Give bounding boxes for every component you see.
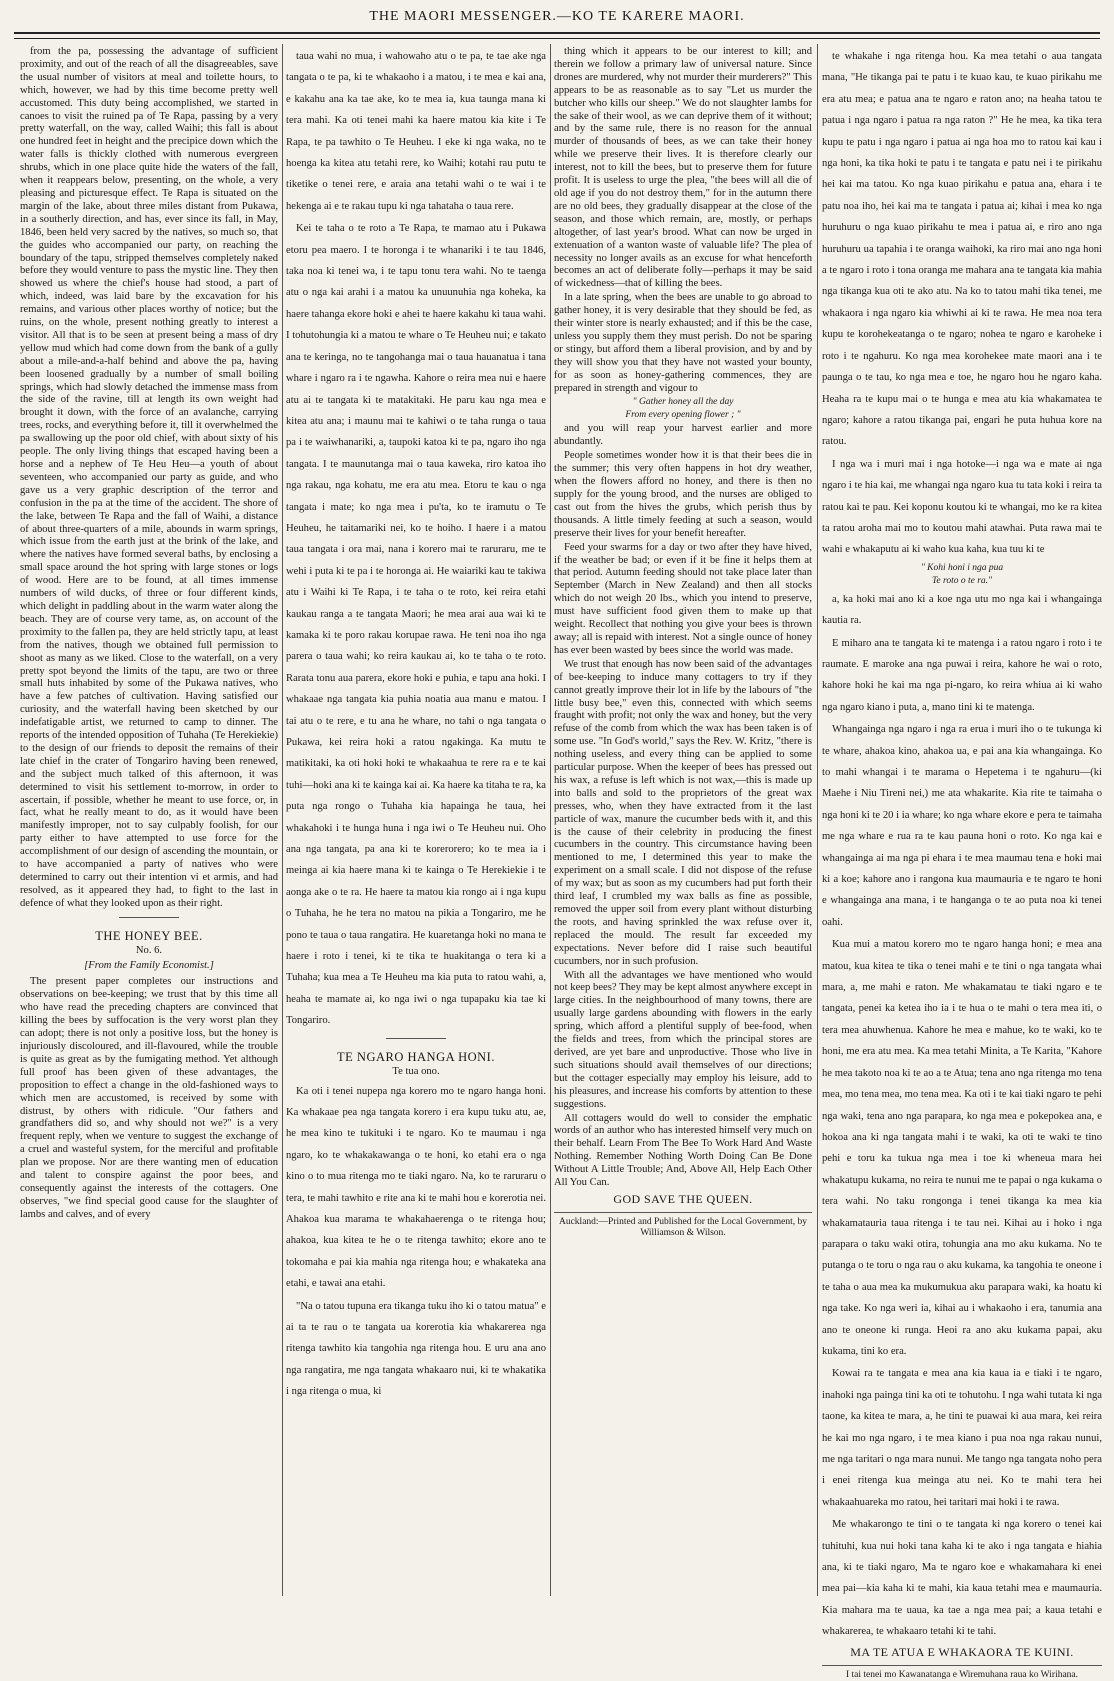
honey-bee-number: No. 6.: [135, 944, 163, 956]
masthead: [14, 8, 1100, 40]
article-paragraph: The present paper completes our instructions and observations on bee-keeping; we trust that by this time all who have read the preceding chapters are convinced that killing the bees by suffocation is the very worst plan they can adopt; there is not only a positive loss, but the honey is injuriously discoloured, and ill-flavoured, while the trouble is quite as great as by the fumigating method. Yet although full proof has been given of these advantages, the proposition to effect a change in the old-fashioned ways to which men are accustomed, is received by some with distrust, by others with ridicule. "Our fathers and grandfathers did so, and why should not we?" is a very frequent reply, when we venture to suggest the exchange of a cruel and wasteful system, for the merciful and profitable plan we propose. Nor are there wanting men of education and talent to conspire against the poor bees, and consequently against the interests of the cottagers. One observes, "we find special good cause for the slaughter of lambs and calves, and of every: [20, 976, 278, 1220]
imprint: I tai tenei mo Kawanatanga e Wiremuhana raua ko Wirihana.: [822, 1665, 1102, 1681]
column-divider: [282, 44, 283, 1596]
article-paragraph: Kei te taha o te roto a Te Rapa, te mamao atu i Pukawa etoru pea maero. I te horonga i te whanariki i te tau 1846, taka noa ki tenei wa, i te tapu tonu tera wahi. No te taenga atu o nga kai arahi i a matou ka unuunuhia nga koheka, ka haere tahanga ekore hoki e ahei te haere kakahu ki taua wahi. I tohutohungia ki a matou te whare o Te Heuheu nui; e takato ana te keringa, no te tangohanga mai o taua hauanatua i tana whare i ngaro ra i te ngawha. Kahore o reira mea nui e haere atu ai te tangata ki te matakitaki. He paru kau nga mea e kitea atu ana; i maunu mai te kahiwi o te taha runga o taua pa i te waiwhanariki, a, taupoki katoa ki te pa, ngaro iho nga tangata. I te maunutanga mai o taua kaweka, riro katoa iho nga rakau, nga kohatu, me era atu mea. Etoru te kau o nga tangata i mate; ko nga mea i pu'ta, ko te iramutu o Te Heuheu, he taitamariki nei, ko te hoiho. I haere i a matou taua tangata i ora mai, nana i korero mai te raruraru, me te wehi i puta ki te pa i te horonga ai. He waiariki kau te takiwa atu i Waihi ki Te Rapa, i te taha o te roto, kei reira etahi kaukau ranga a te tangata Maori; he mea arai aua wai ki te kamaka ki te poro rakau korupae rawa. He teni noa iho nga parera o taua wahi; ko reira kaukau ai, ko te taha o te roto. Rarata tonu aua parera, ekore hoki e puhia, e tapu ana hoki. I whakaae nga tangata kia puhia noatia aua manu e matou. I tai atu o te rere, e tu ana he whare, no tahi o nga tangata o Pukawa, kei reira hoki a ratou ngakinga. Ka mutu te matikitaki, ka oti hoki hoki te whakaahua te rere ra e te kai tuhi—hoki ana ki te kainga kai ai. Ka haere ka titaha te ra, ka puta nga rongo o Tuhaha kia hapainga he taua, hei whakahoki i te hunga huna i nga iwi o Te Heuheu nui. Oho ana nga tangata, pa ana ki te korerorero; ko te mea ia i meinga ai kia haere mana ki te kainga o Te Herekiekie i te aonga ake o te ra. He haere ta matou kia rongo ai i nga kupu o Tuhaha, he he tera no matou na pikia a Tongariro, me he pono te taua o taua rangatira. He kuaretanga hoki no mana te haere i roto i tenei, ki te tika te huakitanga o tera ki a Tuhaha; kua mea a Te Heuheu ma kia puta to ratou wahi, a, heaha te mamate ai, ko nga iwi o nga tupapaku kia tae ki Tongariro.: [286, 223, 547, 1027]
column-divider: [817, 44, 818, 1596]
closing-line: MA TE ATUA E WHAKAORA TE KUINI.: [850, 1644, 1074, 1659]
article-paragraph: "Na o tatou tupuna era tikanga tuku iho ki o tatou matua" e ai ta te rau o te tangata ua korerotia kia whakarerea nga ritenga tawhito kia tangohia nga ritenga hou. E uru ana ano nga rangatira, me nga tangata whakaaro nui, ki te whakatika i nga ritenga o mua, ki: [286, 1300, 546, 1398]
article-paragraph: thing which it appears to be our interest to kill; and therein we follow a primary law of universal nature. Since drones are murdered, why not murder their murderers?" This appears to be as reasonable as to say "Let us murder the butcher who kills our sheep." We do not slaughter lambs for the sake of their wool, as we can deprive them of it without; and by the same rule, there is no reason for the annual murder of thousands of bees, as we can take their honey while we preserve their lives. It is therefore clearly our interest, not to kill the bees, but to preserve them for future profit. It is useless to urge the plea, "the bees will all die of old age if you do not destroy them," for in the autumn there are no old bees, they gradually disappear at the close of the season, and those which remain, are, mostly, or perhaps altogether, of last year's brood. What can now be urged in extenuation of a wanton waste of valuable life? The plea of necessity no longer avails as an excuse for what henceforth becomes an act of deliberate folly—perhaps it may be said of wickedness—that of killing the bees.: [554, 46, 813, 290]
article-paragraph: Whangainga nga ngaro i nga ra erua i muri iho o te tukunga ki te whare, ahakoa kino, ahakoa ua, e pai ana kia whangainga. Ko to mahi whangai i te marama o Hepetema i te ngahuru—(ki Maehe i Niu Tireni nei,) me ata whakarite. Kia rite te taimaha o nga honi ki te 20 i ia whare; ko nga whare ekore e pera te taimaha me nga whare e rua ra te kau pauna honi o roto. Ko nga kai e whangainga ai ma nga pi ehara i te mea maumau tena e hoki mai ki a koe; kahore ano i rangona kua maumauria e te ngaro te honi e whangainga ana mana, i te hanganga o te ao puta noa ki tenei oahi.: [822, 724, 1102, 928]
masthead-title: THE MAORI MESSENGER.—KO TE KARERE MAORI.: [369, 9, 745, 24]
article-paragraph: Me whakarongo te tini o te tangata ki nga korero o tenei kai tuhituhi, kua nui hoki tana kaha ki te ako i nga tangata e hiahia ana, ki te tiaki ngaro, Ma te ngaro koe e whakamahara ki enei mea pai—kia kaha ki te mahi, kia kaua tetahi mea e maumauria. Kia mahara ma te uaua, ka tae a nga mea pai; a kaua tetahi e whakarerea, te whakaaro tetahi ki te tahi.: [822, 1519, 1102, 1638]
column-3: [554, 46, 812, 1594]
column-1: [20, 46, 278, 1594]
column-divider: [550, 44, 551, 1596]
article-paragraph: a, ka hoki mai ano ki a koe nga utu mo nga kai i whangainga kautia ra.: [822, 593, 1102, 627]
imprint: Auckland:—Printed and Published for the Local Government, by Williamson & Wilson.: [554, 1212, 812, 1240]
article-paragraph: People sometimes wonder how it is that their bees die in the summer; this very often happens in hot dry weather, when the flowers afford no honey, and there is then no supply for the young brood, and the nurses are obliged to cast out from the hives the grubs, which perish thus by thousands. A little timely feeding at such a season, would preserve their lives for your benefit hereafter.: [554, 450, 812, 539]
honey-bee-title: THE HONEY BEE.: [95, 928, 203, 943]
article-paragraph: All cottagers would do well to consider the emphatic words of an author who has interested himself very much on their behalf. Learn From The Bee To Work Hard And Waste Nothing. Remember Nothing Worth Doing Can Be Done Without A Little Trouble; And, Above All, Help Each Other All You Can.: [554, 1112, 812, 1189]
article-paragraph: taua wahi no mua, i wahowaho atu o te pa, te tae ake nga tangata o te pa, ki te whakaoho i a matou, i te mea e kai ana, e kakahu ana ka tae ake, ko te mea ia, kua taunga mana ki tera mahi. Ka oti tenei mahi ka haere matou kia kite i Te Rapa, te pa tawhito o Te Heuheu. I eke ki nga waka, no te hoenga ka kitea atu tetahi rere, ko Waihi; kotahi rau putu te tiketike o tenei rere, e araia ana tetahi wahi o te wai i te hekenga ai e te rakau tupu ki nga tahataha o taua rere.: [286, 51, 546, 212]
article-paragraph: te whakahe i nga ritenga hou. Ka mea tetahi o aua tangata mana, "He tikanga pai te patu i te kuao kau, te kuao pirikahu me era atu mea; e patua ana te ngaro e raton ano; na heaha tatou te patua i nga ngaro i patua ra nga raton ?" He he mea, ka tika tera kupu te patu i nga ngaro i patua ai nga hoa mo to ratou kai kau i nga honi, ka tika hoki te patu i te tangata e patu nei i te pirikahu hei kai ma tatou. Ko nga kuao pirikahu e patua ana, ehara i te patu noa iho, hei kai ma te tangata i patua ai; kihai i mea ko nga huruhuru o nga kuao pirikahu te mea i patua ai, e riro ano nga huruhuru ua tapahia i te oranga waihoki, ka riro mai ano nga honi a te ngaro i roto i tona oranga me mahara ana te tangata kia mahia nga tikanga kua oti te ako atu. Na ko to tatou mahi tika tenei, me whakaora i nga ngaro kia whiwhi ai ki te rawa. He mea noa tera kupu te korohekeatanga o te ngaro; nohea te ngaro e karoheke i roto i te ngahuru. Ko nga mea korohekee mate maori ana i te paunga o te tau, ko nga mea e toe, he ngaro hou he ngaro kaha. Heaha ra te kupu mai o te hunga e mea atu kia whakamatea te ngaro; kahore a ratou tikanga pai, engari he puta huhua kore na ratou.: [822, 51, 1102, 448]
verse-line: " Kohi honi i nga pua: [920, 562, 1004, 573]
verse-line: From every opening flower ; ": [625, 410, 741, 421]
article-paragraph: Feed your swarms for a day or two after they have hived, if the weather be bad; or even if it be fine it helps them at that period. Autumn feeding should not take place later than September (March in New Zealand) and then all stocks which do not weigh 20 lbs., which you intend to preserve, must have sufficient food given them to make up that weight. Recollect that nothing you give your bees is thrown away; all is repaid with interest. Not a single ounce of honey has ever been wasted by bees since the world was made.: [554, 541, 812, 656]
article-paragraph: and you will reap your harvest earlier and more abundantly.: [554, 423, 812, 448]
article-paragraph: I nga wa i muri mai i nga hotoke—i nga wa e mate ai nga ngaro i te hia kai, me whangai nga ngaro kua tu tata koki i reira ta ratou kai te pau. Kei koponu koutou ki te whangai, mo ke ra kitea ta ratou aroha mai mo to koutou mahi atawhai. Puta rawa mai te wahi e whakaputu ai ki waho kua kaha, kua tuu ki te: [822, 458, 1102, 556]
ngaro-title: TE NGARO HANGA HONI.: [337, 1049, 495, 1064]
article-paragraph: from the pa, possessing the advantage of sufficient proximity, and out of the reach of all the disagreeables, save the usual number of visitors at meal and toilette hours, to which, however, we had by this time become pretty well accustomed. This duty being accomplished, we started in canoes to visit the ruined pa of Te Rapa, passing by a very pretty waterfall, on the way, called Waihi; this fall is about one hundred feet in height and the precipice down which the water falls is thickly clothed with numerous evergreen shrubs, which in one place quite hide the waters of the fall, when it reappears below, presenting, on the whole, a very pleasing and picturesque effect. Te Rapa is situated on the margin of the lake, about three miles distant from Pukawa, in a southerly direction, and has, ever since its fall, in May, 1846, been held very sacred by the natives, so much so, that the guides who accompanied our party, on reaching the boundary of the tapu, stripped themselves completely naked before they would venture to pass the mystic line. They then showed us where the chief's house had stood, a part of which, indeed, was laid bare by the excavation for his remains, and various other places worthy of notice; but the ruins, on the whole, present nothing greatly to interest a visitor. All that is to be seen at present being a mass of dry yellow mud which had come down from the bank of a gully about a mile-and-a-half behind and above the pa, having been loosened gradually by a number of small boiling springs, which had slowly detached the immense mass from the side of the ravine, till at length its own weight had brought it down, with the force of an avalanche, carrying trees, rocks, and everything before it, till it overwhelmed the pa swallowing up the poor old chief, with about sixty of his people. The only living things that escaped having been a horse and a nephew of Te Heu Heu—a youth of about seventeen, who accompanied our party as guide, and who gave us a very graphic description of the terror and confusion in the pa at the time of the accident. The shore of the lake, between Te Rapa and the fall of Waihi, a distance of about three-quarters of a mile, abounds in warm springs, which issue from the earth just at the brink of the lake, and where the natives have formed several baths, by enclosing a small space around the hot spring with large stones or logs of wood. Here are to be found, at all times immense numbers of wild ducks, of three or four different kinds, which delight in paddling about in the warm water along the beach. They are of course very tame, as, on account of the proximity to the fallen pa, they are held strictly tapu, at least from the natives, though we obtained full permission to shoot as many as we liked. Close to the waterfall, on a very pretty spot beyond the limits of the tapu, are two or three small huts inhabited by some of the Pukawa natives, who have a few patches of cultivation. Having satisfied our curiosity, and the waterfall having been sketched by our indefatigable artist, we returned to camp to dinner. The reports of the intended opposition of Tuhaha (Te Herekiekie) to the design of our friends to deposit the remains of their late chief in the crater of Tongariro having been renewed, and the subject much talked of this afternoon, it was determined to visit his settlement to-morrow, in order to ascertain, if possible, whether he meant to use force, or, in fact, what he really meant to do, as it would have been manifestly improper, not to say culpably foolish, for our party either to have attempted to use force for the accomplishment of our design of ascending the mountain, or to have accompanied a party of natives who were determined to carry out their intention vi et armis, and had resolved, as it appeared they had, to fight to the last in defence of what they looked upon as their right.: [20, 46, 278, 909]
column-4: [822, 46, 1102, 1680]
verse-line: Te roto o te ra.": [931, 575, 993, 586]
article-paragraph: Kua mui a matou korero mo te ngaro hanga honi; e mea ana matou, kua kitea te tika o tenei mahi e te tini o nga tangata whai mara, a, me mahi e raton. Me whakamatau te tiaki ngaro e te tangata, penei ka ketea iho ia i te hua o te mahi o tera mea iti, o tera mea ahuwhenua. Kahore he mea e mahue, ko te waki, ko te honi, me era atu mea. Ka mea tetahi Minita, a Te Karita, "Kahore he mea takoto noa ki te ao a te Atua; tena ano nga ritenga mo tena mea, mo tena mea, mo tena mea. Ka oti i te kai tiaki ngaro te pehi nga waki, tena ano nga parapara, ko nga mea e pokepokea ana, e hokoa ana ki nga tangata mahi i te waki, ka oti te waki te tino pehi e toru ka tukua nga mea i toe ki wheneua mara hei whakatupu kukama, no reira te nunui me te papai o nga kukama o tera wahi. No taku rongonga i tenei tikanga ka mea kia whakamatauria taua ritenga i te tau nei. Kihai au i hoko i nga parapara o taku waki otira, tohungia ana mo aku kukama. No te putanga o te toru o nga rau o aku kukama, ka tangohia te oneone i te taha o aua mea ka mukumukua aku parapara waki, ka hoatu ki nga take. Ko nga weri ia, kihai au i whakaoho i era, tanumia ana ano te oneone ki runga. Heoi ra ano aku kukama papai, aku kukama, tini ko era.: [822, 939, 1102, 1357]
article-paragraph: E miharo ana te tangata ki te matenga i a ratou ngaro i roto i te raumate. E maroke ana nga puwai i reira, kahore he wai o roto, kahore hoki he kai ma nga pi-ngaro, ko reira whiua ai ki waho nga ngaro kiano i puta, a, mano tini ki te matenga.: [822, 637, 1102, 713]
closing-line: GOD SAVE THE QUEEN.: [613, 1191, 753, 1206]
honey-bee-source: [From the Family Economist.]: [84, 959, 214, 971]
masthead-rule: [14, 32, 1100, 39]
article-paragraph: Ka oti i tenei nupepa nga korero mo te ngaro hanga honi. Ka whakaae pea nga tangata korero i era kupu tuku atu, ae, he mea kino te tukituki i te ngaro. Ko te maumau i nga ngaro, ko te whakakawanga o te honi, ko etahi era o nga kino o to mua ritenga mo te tiaki ngaro. Na, ko te raruraru o tera, te mahi tawhito e rite ana ki te mahi hou e korerotia nei. Ahakoa kua marama te whakahaerenga o te ritenga hou; ahakoa, kua kitea te he o te ritenga tawhito; ekore ano te tokomaha e pai kia mahia nga ritenga hou; e whakateka ana etahi, e tawai ana etahi.: [286, 1085, 546, 1290]
section-rule: [386, 1038, 446, 1039]
verse-line: " Gather honey all the day: [632, 397, 734, 408]
ngaro-subtitle: Te tua ono.: [392, 1065, 440, 1077]
column-2: [286, 46, 546, 1594]
article-paragraph: Kowai ra te tangata e mea ana kia kaua ia e tiaki i te ngaro, inahoki nga painga tini ka oti te tohutohu. I nga wahi tutata ki nga taone, ka kitea te mara, a, he tini te puawai ki aua mara, kei reira he kai mo nga ngaro, i te mea kiano i pua noa nga rakau nunui, me nga taritari o nga mara nunui. Me tango nga tangata noho pera i enei ritenga kua meinga atu nei. Ko te mahi tera hei whakaahuareka mo ratou, hei taritari mai hoki i te rawa.: [822, 1368, 1102, 1508]
article-paragraph: In a late spring, when the bees are unable to go abroad to gather honey, it is very desirable that they should be fed, as their winter store is nearly exhausted; and if this be the case, unless you supply them they must perish. Do not be sparing or stingy, but afford them a liberal provision, and by and by they will show you that they have not wasted your bounty, for as soon as honey-gathering commences, they are prepared in strength and vigour to: [554, 292, 812, 394]
section-rule: [119, 917, 179, 918]
article-paragraph: With all the advantages we have mentioned who would not keep bees? They may be kept almost anywhere except in large cities. In the neighbourhood of many towns, there are usually large gardens abounding with flowers in the early spring, which afford a plentiful supply of bee-food, when the fields and trees, from which the principal stores are derived, are yet bare and unproductive. Those who live in such situations should avail themselves of our directions; but the cottager especially may employ his leisure, add to his pleasures, and increase his comforts by attention to these suggestions.: [554, 969, 812, 1110]
article-paragraph: We trust that enough has now been said of the advantages of bee-keeping to induce many cottagers to try if they cannot greatly improve their lot in life by the labours of "the little busy bee," even this, connected with which seems fraught with profit; not only the wax and honey, but the very refuse of the comb from which the wax has been taken is of some use. "In God's world," says the Rev. W. Kritz, "there is nothing useless, and every thing can be applied to some particular purpose. When the keeper of bees has pressed out his wax, a refuse is left which is not wax,—this is made up into balls and sold to the proprietors of the great wax presses, who, when they have extracted from it the last particle of wax, manure the cucumber beds with it, and this is the cause of their celebrity in producing the finest cucumbers in the country. This circumstance having been mentioned to me, I determined this year to make the experiment on a small scale. I did not dispose of the refuse of my wax; but as soon as my cucumbers had put forth their third leaf, I crumbled my wax balls as fine as possible, removed the upper soil from every plant without disturbing the roots, and having sprinkled the wax refuse over it, replaced the mould. The result far exceeded my expectations. Never before did I raise such beautiful cucumbers, nor in such profusion.: [554, 658, 812, 967]
